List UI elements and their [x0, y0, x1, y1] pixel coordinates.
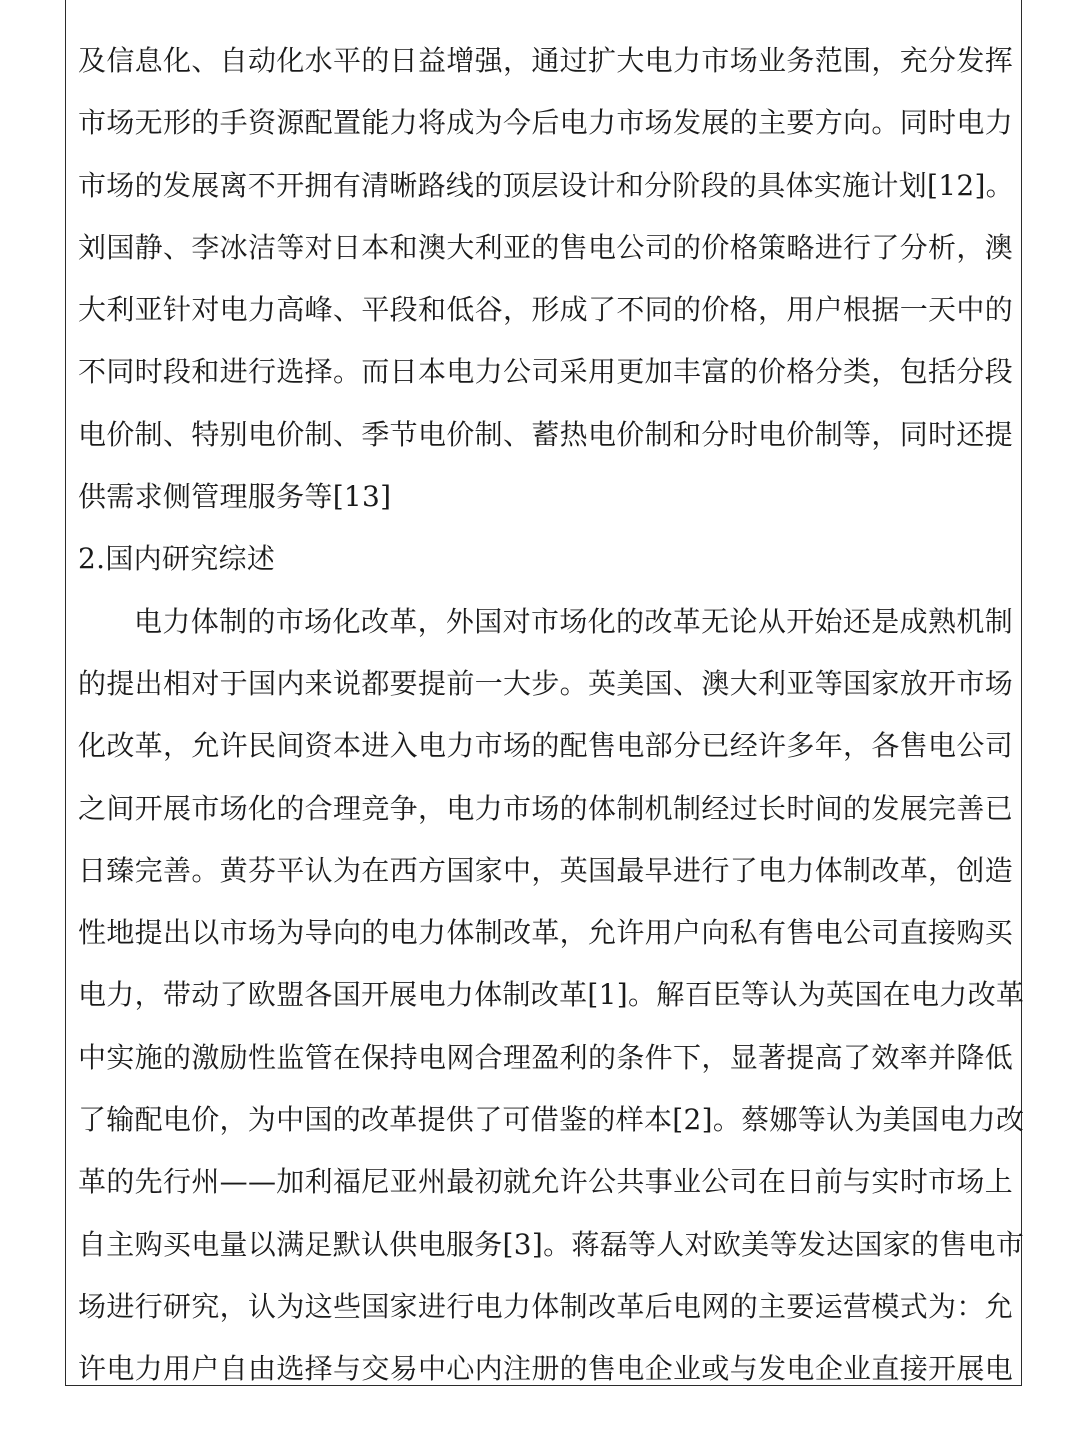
text-line: 日臻完善。黄芬平认为在西方国家中，英国最早进行了电力体制改革，创造 — [78, 853, 1013, 887]
text-line: 供需求侧管理服务等[13] — [78, 480, 392, 514]
text-line: 电力，带动了欧盟各国开展电力体制改革[1]。解百臣等认为英国在电力改革 — [78, 978, 1025, 1012]
text-line: 市场无形的手资源配置能力将成为今后电力市场发展的主要方向。同时电力 — [78, 106, 1013, 140]
paragraph-foreign-research — [78, 30, 1013, 528]
text-line: 之间开展市场化的合理竞争，电力市场的体制机制经过长时间的发展完善已 — [78, 791, 1013, 825]
document-body — [78, 30, 1025, 1401]
text-line: 自主购买电量以满足默认供电服务[3]。蒋磊等人对欧美等发达国家的售电市 — [78, 1227, 1025, 1261]
text-line: 许电力用户自由选择与交易中心内注册的售电企业或与发电企业直接开展电 — [78, 1352, 1013, 1386]
text-line: 革的先行州——加利福尼亚州最初就允许公共事业公司在日前与实时市场上 — [78, 1165, 1013, 1199]
paragraph-domestic-research — [78, 591, 1025, 1401]
text-line: 场进行研究，认为这些国家进行电力体制改革后电网的主要运营模式为：允 — [78, 1289, 1013, 1323]
text-line: 中实施的激励性监管在保持电网合理盈利的条件下，显著提高了效率并降低 — [78, 1040, 1013, 1074]
text-line: 电力体制的市场化改革，外国对市场化的改革无论从开始还是成熟机制 — [134, 604, 1013, 638]
section-heading: 2.国内研究综述 — [78, 542, 276, 576]
text-line: 刘国静、李冰洁等对日本和澳大利亚的售电公司的价格策略进行了分析，澳 — [78, 230, 1013, 264]
text-line: 化改革，允许民间资本进入电力市场的配售电部分已经许多年，各售电公司 — [78, 729, 1013, 763]
text-line: 了输配电价，为中国的改革提供了可借鉴的样本[2]。蔡娜等认为美国电力改 — [78, 1103, 1025, 1137]
text-line: 的提出相对于国内来说都要提前一大步。英美国、澳大利亚等国家放开市场 — [78, 666, 1013, 700]
text-line: 大利亚针对电力高峰、平段和低谷，形成了不同的价格，用户根据一天中的 — [78, 293, 1013, 327]
text-line: 及信息化、自动化水平的日益增强，通过扩大电力市场业务范围，充分发挥 — [78, 44, 1013, 77]
text-line: 市场的发展离不开拥有清晰路线的顶层设计和分阶段的具体实施计划[12]。 — [78, 168, 1014, 202]
text-line: 不同时段和进行选择。而日本电力公司采用更加丰富的价格分类，包括分段 — [78, 355, 1013, 389]
text-line: 电价制、特别电价制、季节电价制、蓄热电价制和分时电价制等，同时还提 — [78, 417, 1013, 451]
text-line: 性地提出以市场为导向的电力体制改革，允许用户向私有售电公司直接购买 — [78, 916, 1013, 950]
